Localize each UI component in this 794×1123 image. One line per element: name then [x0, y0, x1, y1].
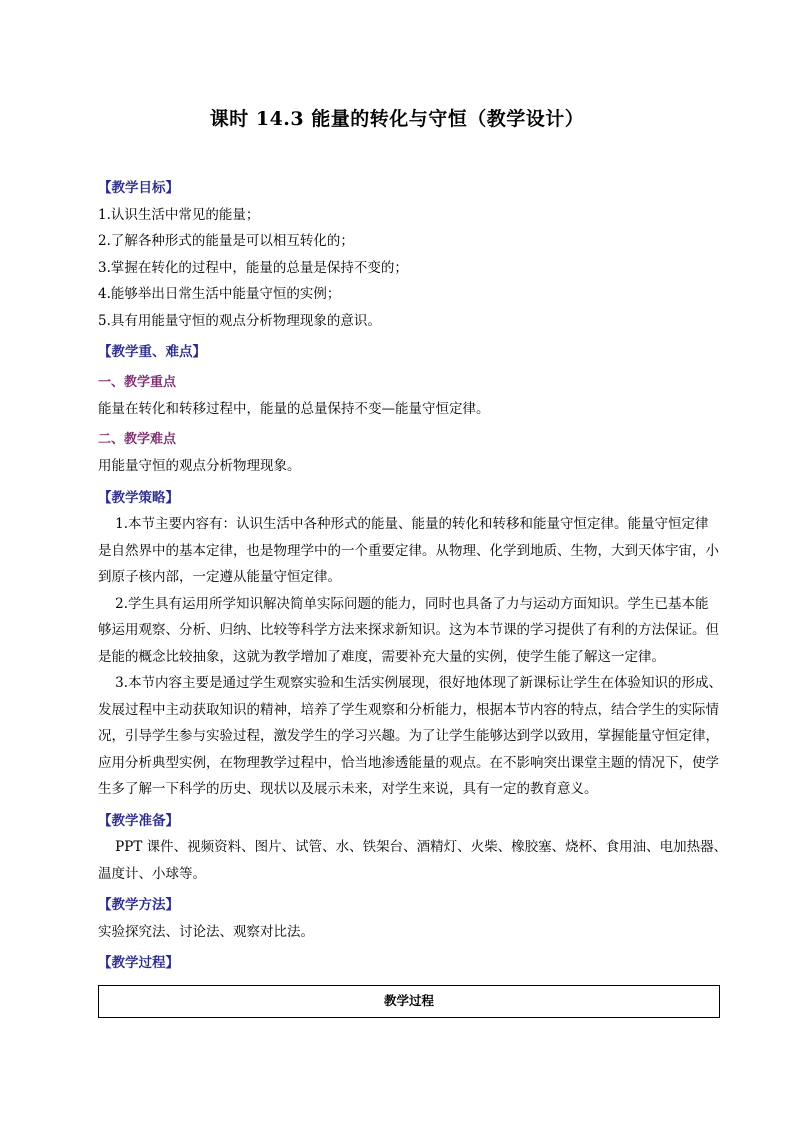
objective-item: 2.了解各种形式的能量是可以相互转化的；: [98, 233, 354, 249]
paragraph-line: 3.本节内容主要是通过学生观察实验和生活实例展现，很好地体现了新课标让学生在体验知识的形成、: [98, 675, 723, 691]
paragraph-line: 是能的概念比较抽象，这就为教学增加了难度，需要补充大量的实例，使学生能了解这一定律。: [98, 648, 665, 665]
paragraph-line: 发展过程中主动获取知识的精神，培养了学生观察和分析能力，根据本节内容的特点，结合学生的实际情: [98, 701, 719, 718]
document-body: [98, 175, 728, 1018]
objective-item: 5.具有用能量守恒的观点分析物理现象的意识。: [98, 312, 381, 329]
paragraph-line: 是自然界中的基本定律，也是物理学中的一个重要定律。从物理、化学到地质、生物，大到天体宇宙，小: [98, 542, 719, 559]
paragraph-line: 生多了解一下科学的历史、现状以及展示未来，对学生来说，具有一定的教育意义。: [98, 781, 598, 797]
paragraph-line: 够运用观察、分析、归纳、比较等科学方法来探求新知识。这为本节课的学习提供了有利的方法保证。但: [98, 622, 719, 638]
page-title: 课时 14.3 能量的转化与守恒（教学设计）: [209, 108, 585, 130]
strategy-paragraph-3: [98, 670, 723, 803]
difficulty-text: 用能量守恒的观点分析物理现象。: [98, 458, 301, 474]
objective-item: 4.能够举出日常生活中能量守恒的实例；: [98, 286, 341, 302]
paragraph-line: 1.本节主要内容有：认识生活中各种形式的能量、能量的转化和转移和能量守恒定律。能量守恒定律: [98, 516, 709, 532]
strategy-heading: 【教学策略】: [98, 489, 179, 506]
preparation-heading: 【教学准备】: [98, 812, 179, 829]
preparation-line: 温度计、小球等。: [98, 865, 206, 882]
focus-heading: 一、教学重点: [98, 374, 177, 390]
process-table-header: 教学过程: [383, 992, 434, 1008]
paragraph-line: 应用分析典型实例，在物理教学过程中，恰当地渗透能量的观点。在不影响突出课堂主题的情况下，使学: [98, 754, 719, 771]
process-heading: 【教学过程】: [98, 955, 179, 971]
key-points-heading: 【教学重、难点】: [98, 344, 206, 360]
difficulty-heading: 二、教学难点: [98, 431, 177, 447]
objectives-heading: 【教学目标】: [98, 180, 179, 196]
focus-text: 能量在转化和转移过程中，能量的总量保持不变—能量守恒定律。: [98, 401, 490, 417]
objective-item: 1.认识生活中常见的能量；: [98, 206, 260, 223]
preparation-line: PPT 课件、视频资料、图片、试管、水、铁架台、酒精灯、火柴、橡胶塞、烧杯、食用油、电加热器、: [98, 839, 728, 855]
paragraph-line: 到原子核内部，一定遵从能量守恒定律。: [98, 569, 341, 585]
process-table: [98, 985, 720, 1018]
methods-heading: 【教学方法】: [98, 897, 179, 913]
paragraph-line: 况，引导学生参与实验过程，激发学生的学习兴趣。为了让学生能够达到学以致用，掌握能量守恒定律，: [98, 728, 719, 744]
paragraph-line: 2.学生具有运用所学知识解决简单实际问题的能力，同时也具备了力与运动方面知识。学生已基本能: [98, 595, 709, 612]
objective-item: 3.掌握在转化的过程中，能量的总量是保持不变的；: [98, 259, 408, 276]
strategy-paragraph-1: [98, 511, 720, 591]
methods-text: 实验探究法、讨论法、观察对比法。: [98, 923, 314, 940]
strategy-paragraph-2: [98, 591, 720, 671]
